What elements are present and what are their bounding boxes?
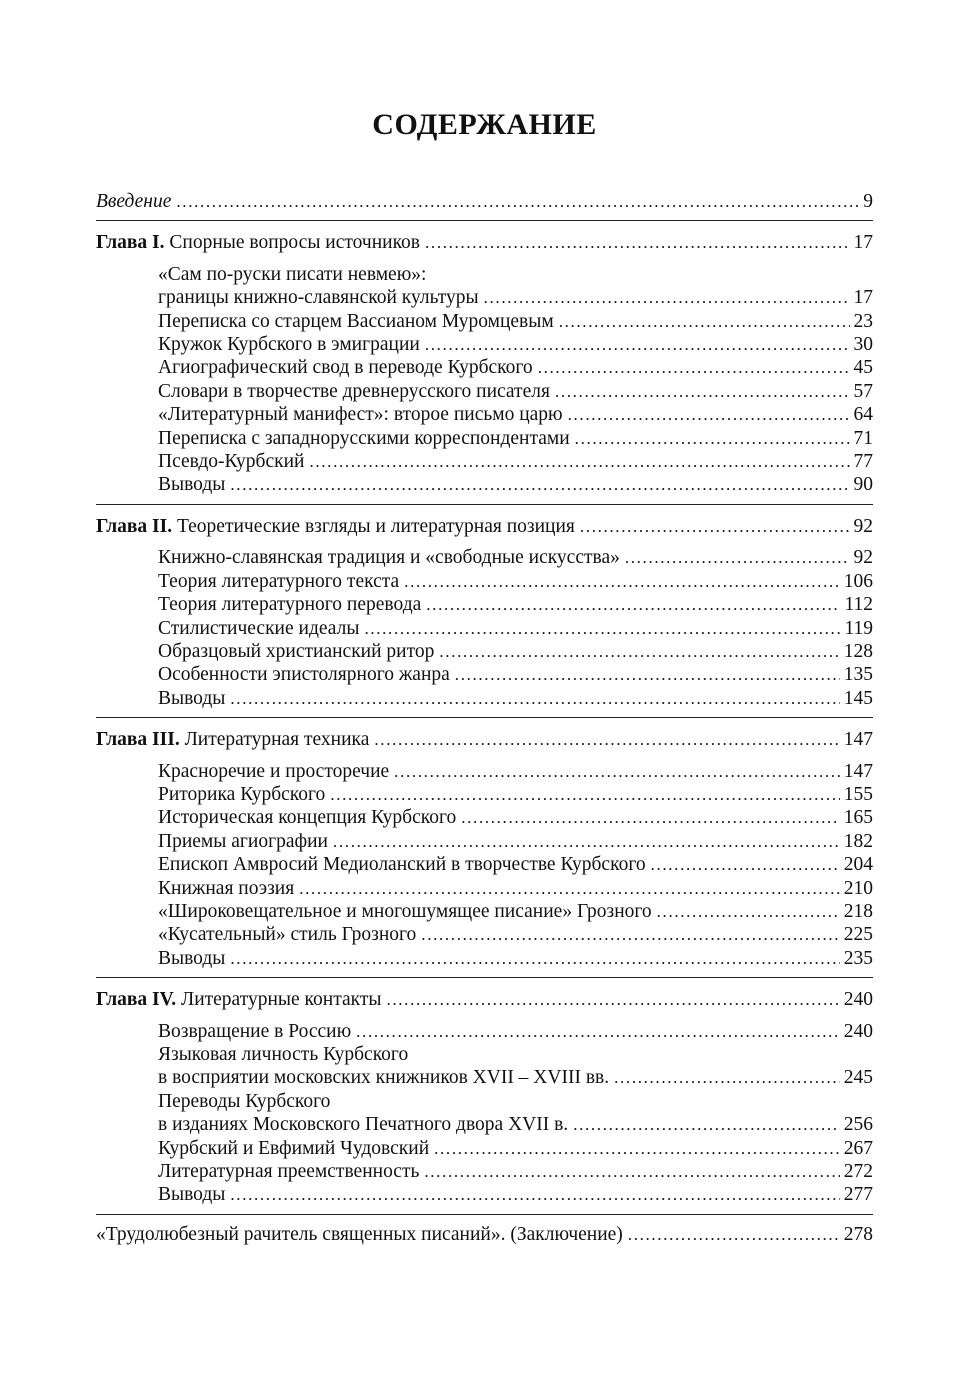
toc-entry: Псевдо-Курбский . . . 77 — [96, 450, 873, 473]
chapter-number: Глава III. — [96, 729, 180, 751]
dot-leader — [394, 760, 840, 783]
chapter-number: Глава IV. — [96, 989, 177, 1011]
dot-leader — [386, 988, 839, 1011]
toc-entry: в изданиях Московского Печатного двора XVII в. . . . 256 — [96, 1113, 873, 1136]
dot-leader — [461, 806, 840, 829]
toc-chapter-3 — [96, 728, 873, 751]
dot-leader — [299, 877, 840, 900]
toc-entry: Курбский и Евфимий Чудовский . . . 267 — [96, 1137, 873, 1160]
toc-entry: Агиографический свод в переводе Курбского . . . 45 — [96, 356, 873, 379]
separator-rule — [96, 717, 873, 718]
dot-leader — [424, 1160, 839, 1183]
toc-entry: Словари в творчестве древнерусского писателя . . . 57 — [96, 380, 873, 403]
toc-entry: границы книжно-славянской культуры . . . 17 — [96, 286, 873, 309]
dot-leader — [176, 190, 859, 213]
toc-entry: Выводы . . . 235 — [96, 947, 873, 970]
dot-leader — [230, 1183, 839, 1206]
dot-leader — [484, 286, 850, 309]
toc-chapter-1 — [96, 231, 873, 254]
toc-entry: Кружок Курбского в эмиграции . . . 30 — [96, 333, 873, 356]
toc-entry: «Кусательный» стиль Грозного . . . 225 — [96, 923, 873, 946]
dot-leader — [625, 546, 850, 569]
dot-leader — [455, 663, 840, 686]
toc-entry-conclusion — [96, 1223, 873, 1246]
chapter-title: Литературные контакты — [180, 989, 382, 1011]
toc-entry: Выводы . . . 90 — [96, 473, 873, 496]
dot-leader — [614, 1066, 840, 1089]
toc-entry-text: Введение — [96, 191, 172, 212]
chapter-title: Теоретические взгляды и литературная позиция — [176, 515, 575, 537]
toc-entry: Литературная преемственность . . . 272 — [96, 1160, 873, 1183]
dot-leader — [538, 356, 850, 379]
dot-leader — [568, 403, 850, 426]
dot-leader — [421, 923, 839, 946]
toc-entry: Книжно-славянская традиция и «свободные искусства» . . . 92 — [96, 546, 873, 569]
toc-entry: в восприятии московских книжников XVII – XVIII вв. . . . 245 — [96, 1066, 873, 1089]
toc-page-number: 278 — [843, 1223, 873, 1245]
toc-entry-line: Переводы Курбского — [158, 1090, 331, 1112]
toc-entry: Историческая концепция Курбского . . . 165 — [96, 806, 873, 829]
toc-page-number: 92 — [853, 515, 873, 537]
toc-entry: Книжная поэзия . . . 210 — [96, 877, 873, 900]
dot-leader — [230, 687, 839, 710]
dot-leader — [404, 570, 840, 593]
chapter-number: Глава I. — [96, 232, 165, 254]
chapter-title: Литературная техника — [184, 729, 370, 751]
toc-page-number: 9 — [863, 191, 873, 212]
toc-page-number: 240 — [843, 989, 873, 1011]
toc-entry: «Литературный манифест»: второе письмо царю . . . 64 — [96, 403, 873, 426]
toc-entry: Возвращение в Россию . . . 240 — [96, 1020, 873, 1043]
dot-leader — [559, 310, 850, 333]
toc-entry: Особенности эпистолярного жанра . . . 135 — [96, 663, 873, 686]
page-title: СОДЕРЖАНИЕ — [372, 108, 597, 141]
dot-leader — [425, 333, 850, 356]
toc-entry: Образцовый христианский ритор . . . 128 — [96, 640, 873, 663]
toc-entry: Выводы . . . 277 — [96, 1183, 873, 1206]
separator-rule — [96, 1214, 873, 1215]
dot-leader — [230, 473, 849, 496]
toc-entry: Переписка со старцем Вассианом Муромцевым . . . 23 — [96, 310, 873, 333]
dot-leader — [364, 617, 840, 640]
toc-entry: Теория литературного текста . . . 106 — [96, 570, 873, 593]
toc-entry-intro — [96, 190, 873, 213]
toc-chapter-4 — [96, 988, 873, 1011]
dot-leader — [651, 853, 840, 876]
toc-entry: Выводы . . . 145 — [96, 687, 873, 710]
dot-leader — [657, 900, 840, 923]
dot-leader — [425, 231, 849, 254]
toc-page-number: 17 — [853, 232, 873, 254]
separator-rule — [96, 504, 873, 505]
chapter-title: Спорные вопросы источников — [169, 232, 421, 254]
toc-entry: Риторика Курбского . . . 155 — [96, 783, 873, 806]
dot-leader — [333, 830, 840, 853]
toc-entry: Стилистические идеалы . . . 119 — [96, 617, 873, 640]
toc-entry-line: «Сам по-руски писати невмею»: — [158, 263, 427, 285]
toc-entry: Переписка с западнорусскими корреспондентами . . . 71 — [96, 427, 873, 450]
dot-leader — [580, 515, 850, 538]
chapter-number: Глава II. — [96, 515, 173, 537]
dot-leader — [434, 1137, 840, 1160]
table-of-contents — [96, 190, 873, 1246]
separator-rule — [96, 977, 873, 978]
dot-leader — [426, 593, 840, 616]
dot-leader — [330, 783, 839, 806]
toc-chapter-2 — [96, 515, 873, 538]
dot-leader — [573, 1113, 840, 1136]
dot-leader — [575, 427, 850, 450]
dot-leader — [230, 947, 839, 970]
dot-leader — [628, 1223, 840, 1246]
toc-page-number: 147 — [843, 729, 873, 751]
toc-entry: Теория литературного перевода . . . 112 — [96, 593, 873, 616]
toc-entry: Красноречие и просторечие . . . 147 — [96, 760, 873, 783]
dot-leader — [356, 1020, 840, 1043]
separator-rule — [96, 220, 873, 221]
toc-entry-line: Языковая личность Курбского — [158, 1044, 409, 1065]
dot-leader — [374, 728, 839, 751]
dot-leader — [439, 640, 839, 663]
dot-leader — [309, 450, 849, 473]
toc-entry: Епископ Амвросий Медиоланский в творчестве Курбского . . . 204 — [96, 853, 873, 876]
toc-entry: Приемы агиографии . . . 182 — [96, 830, 873, 853]
toc-entry: «Широковещательное и многошумящее писание» Грозного . . . 218 — [96, 900, 873, 923]
dot-leader — [555, 380, 850, 403]
toc-entry-text: «Трудолюбезный рачитель священных писаний». (Заключение) — [96, 1223, 623, 1245]
